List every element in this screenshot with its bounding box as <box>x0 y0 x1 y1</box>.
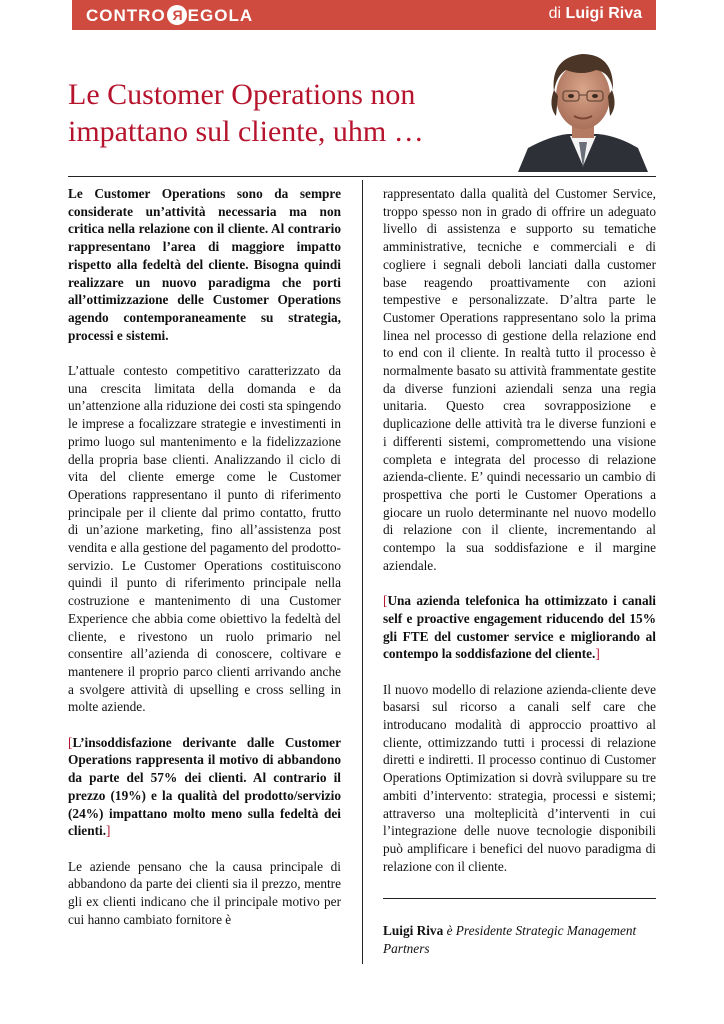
bracket-open: [ <box>383 593 388 609</box>
right-column <box>383 185 656 893</box>
banner-author: di Luigi Riva <box>548 5 642 22</box>
bracket-open: [ <box>68 734 73 750</box>
author-signature <box>383 922 656 957</box>
header-divider <box>68 176 656 177</box>
signature-name: Luigi Riva <box>383 923 444 938</box>
signature-divider <box>383 898 656 899</box>
pull-quote-1: [L’insoddisfazione derivante dalle Customer Operations rappresenta il motivo di abbandono da parte del 57% dei clienti. Al contrario il prezzo (19%) e la qualità del prodotto/servizio (24%) impattano molto meno sulla fedeltà dei clienti.] <box>68 734 341 839</box>
bracket-close: ] <box>106 823 111 839</box>
article-title: Le Customer Operations non impattano sul cliente, uhm … <box>68 78 424 148</box>
article-intro: Le Customer Operations sono da sempre considerate un’attività necessaria ma non critica nella relazione con il cliente. Al contrario rappresentano l’area di maggiore impatto rispetto alla fedeltà del cliente. Bisogna quindi realizzare un nuovo paradigma che porti all’ottimizzazione delle Customer Operations agendo contemporaneamente su strategia, processi e sistemi. <box>68 186 341 343</box>
reversed-r-logo-mark: R <box>167 5 187 25</box>
column-divider <box>362 180 363 964</box>
body-paragraph-4: Il nuovo modello di relazione azienda-cliente deve basarsi sul ricorso a canali self care che introducano modalità di approccio proattivo al cliente, ottimizzando tutti i processi di relazione diretti e indiretti. Il processo continuo di Customer Operations Optimization si dovrà sviluppare su tre ambiti d’intervento: strategia, processi e sistemi; attraverso una molteplicità d’interventi in cui l’integrazione delle nuove tecnologie disponibili può amplificare i benefici del nuovo paradigma di relazione con il cliente. <box>383 681 656 874</box>
body-paragraph-3: rappresentato dalla qualità del Customer Service, troppo spesso non in grado di offrire un adeguato livello di assistenza e supporto su tematiche amministrative, tecniche e commerciali e di cogliere i segnali deboli lanciati dalla customer base reagendo proattivamente con azioni tempestive e personalizzate. D’altra parte le Customer Operations rappresentano solo la prima linea nel processo di gestione della relazione end to end con il cliente. In realtà tutto il processo è normalmente basato su attività frammentate gestite da diverse funzioni aziendali senza una regia unitaria. Questo crea sovrapposizione e duplicazione delle attività tra le diverse funzioni e i differenti sistemi, compromettendo una visione completa e integrata del processo di relazione azienda-cliente. E’ quindi necessario un cambio di prospettiva che porti le Customer Operations a giocare un ruolo determinante nel nuovo modello di relazione con il cliente, incrementando al contempo la sua soddisfazione e il margine aziendale. <box>383 186 656 573</box>
left-column <box>68 185 341 946</box>
pull-quote-2: [Una azienda telefonica ha ottimizzato i canali self e proactive engagement riducendo del 15% gli FTE del customer service e migliorando al contempo la soddisfazione del cliente.] <box>383 593 656 662</box>
body-paragraph-1: L’attuale contesto competitivo caratterizzato da una crescita limitata della domanda e da un’attenzione alla riduzione dei costi sta spingendo le imprese a focalizzare strategie e investimenti in primo luogo sul mantenimento e la fidelizzazione della propria base clienti. Analizzando il ciclo di vita del cliente emerge come le Customer Operations rappresentano il punto di riferimento principale per il cliente dal primo contatto, frutto di un’azione marketing, fino all’assistenza post vendita e alla gestione del pagamento del prodotto-servizio. Le Customer Operations costituiscono quindi il punto di riferimento principale nella costruzione e mantenimento di una Customer Experience che abbia come obiettivo la fedeltà del cliente, e rivestono un ruolo primario nel consentire all’azienda di conoscere, coltivare e mantenere il proprio parco clienti arrivando anche a svolgere attività di upselling e cross selling in molte aziende. <box>68 363 341 715</box>
contro-regola-logo: CONTRO R EGOLA <box>86 6 254 25</box>
signature-role: è Presidente Strategic Management Partners <box>383 923 637 956</box>
header-banner <box>72 0 656 30</box>
body-paragraph-2: Le aziende pensano che la causa principale di abbandono da parte dei clienti sia il prezzo, mentre gli ex clienti indicano che il principale motivo per cui hanno cambiato fornitore è <box>68 858 341 927</box>
author-portrait <box>510 44 656 172</box>
bracket-close: ] <box>595 646 600 662</box>
